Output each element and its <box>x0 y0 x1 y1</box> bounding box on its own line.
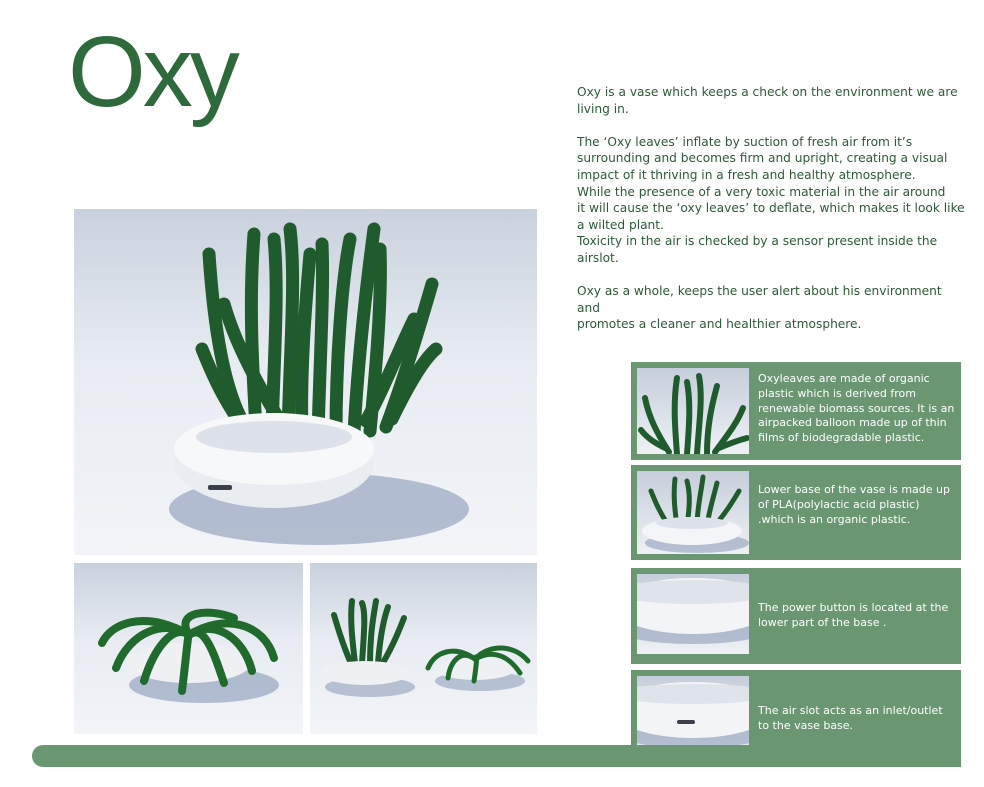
oxyleaves-thumbnail <box>637 368 749 454</box>
base-thumbnail <box>637 471 749 554</box>
air-slot-text: The air slot acts as an inlet/outlet to the vase base. <box>758 704 943 732</box>
footer-bar <box>32 745 961 767</box>
oxyleaves-text: Oxyleaves are made of organic plastic which is derived from renewable biomass sources. It is an airpacked balloon made up of thin films of biodegradable plastic. <box>758 372 955 445</box>
intro-paragraph-3: Oxy as a whole, keeps the user alert about his environment and promotes a cleaner and healthier atmosphere. <box>577 284 942 332</box>
base-text: Lower base of the vase is made up of PLA(polylactic acid plastic) .which is an organic plastic. <box>758 483 951 526</box>
intro-paragraph-1: Oxy is a vase which keeps a check on the environment we are living in. <box>577 85 958 116</box>
comparison-image <box>310 563 537 734</box>
power-button-text: The power button is located at the lower part of the base . <box>758 601 949 629</box>
logo-title: Oxy <box>68 16 237 128</box>
feature-card-oxyleaves <box>631 362 961 460</box>
feature-card-power-button <box>631 568 961 664</box>
intro-text <box>577 84 967 350</box>
deflated-vase-image <box>74 563 303 734</box>
power-button-thumbnail <box>637 574 749 654</box>
feature-card-base <box>631 465 961 560</box>
air-slot-thumbnail <box>637 676 749 754</box>
intro-paragraph-2: The ‘Oxy leaves’ inflate by suction of fresh air from it’s surrounding and becomes firm and upright, creating a visual impact of it thriving in a fresh and healthy atmosphere. While the presence of a very toxic material in the air around it will cause the ‘oxy leaves’ to deflate, which makes it look like a wilted plant. Toxicity in the air is checked by a sensor present inside the airslot. <box>577 134 965 265</box>
main-product-image <box>74 209 537 555</box>
